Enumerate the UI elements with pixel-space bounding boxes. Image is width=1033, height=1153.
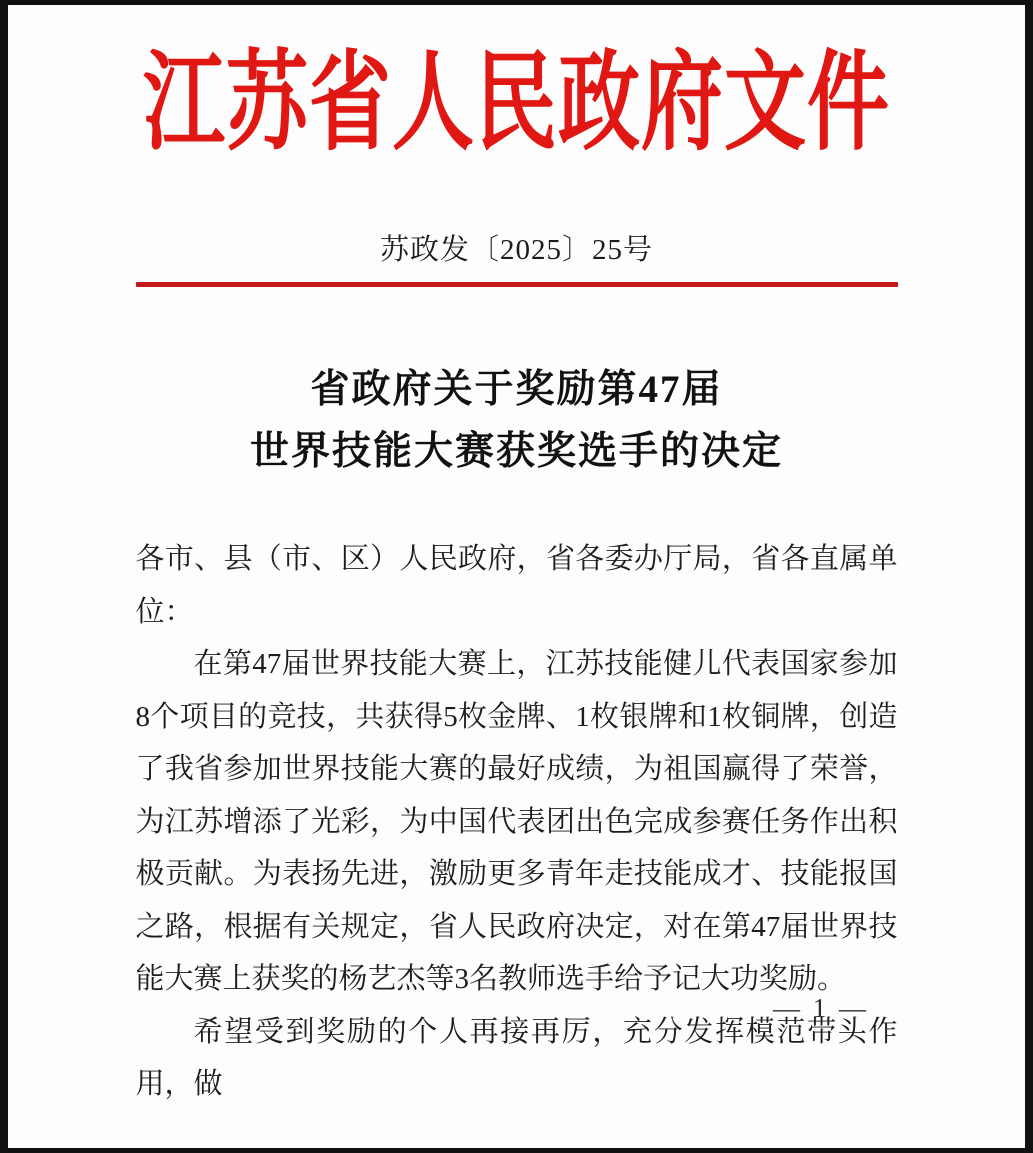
- body-paragraph-2: 希望受到奖励的个人再接再厉，充分发挥模范带头作用，做: [135, 1015, 898, 1100]
- salutation-line: 各市、县（市、区）人民政府，省各委办厅局，省各直属单位：: [135, 543, 898, 628]
- body-paragraph-1: 在第47届世界技能大赛上，江苏技能健儿代表国家参加8个项目的竞技，共获得5枚金牌、1枚银牌和1枚铜牌，创造了我省参加世界技能大赛的最好成绩，为祖国赢得了荣誉，为江苏增添了光彩，为中国代表团出色完成参赛任务作出积极贡献。为表扬先进，激励更多青年走技能成才、技能报国之路，根据有关规定，省人民政府决定，对在第47届世界技能大赛上获奖的杨艺杰等3名教师选手给予记大功奖励。: [135, 648, 898, 995]
- document-title: [8, 359, 1025, 483]
- document-title-line1: 省政府关于奖励第47届: [310, 368, 723, 411]
- document-page: [8, 5, 1025, 1148]
- page-number: — 1 —: [773, 993, 869, 1023]
- document-title-line2: 世界技能大赛获奖选手的决定: [249, 430, 783, 473]
- red-divider-line: [136, 282, 898, 287]
- document-header-title: 江苏省人民政府文件: [142, 43, 890, 164]
- document-number: 苏政发〔2025〕25号: [379, 234, 653, 266]
